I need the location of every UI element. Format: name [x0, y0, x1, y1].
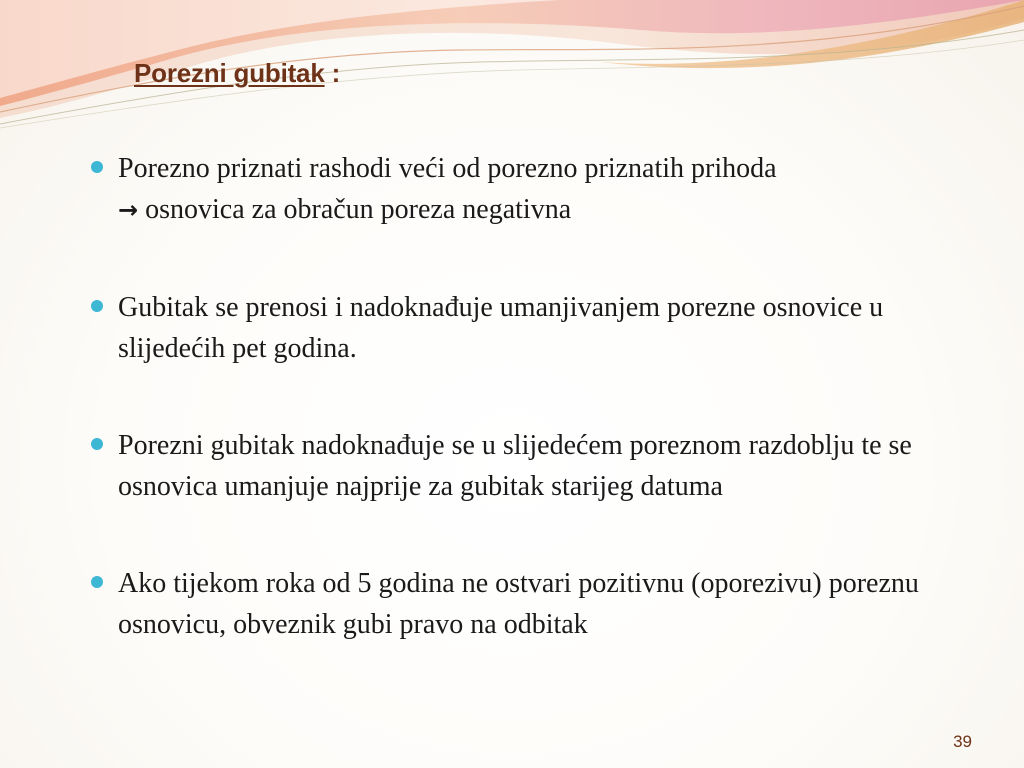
bullet-item — [88, 425, 988, 507]
bullet-text-line2: osnovica za obračun poreza negativna — [138, 194, 572, 225]
bullet-item — [88, 287, 988, 369]
bullet-dot-icon — [91, 300, 103, 312]
slide-title — [134, 58, 340, 89]
slide-title-colon: : — [324, 58, 341, 88]
bullet-dot-icon — [91, 161, 103, 173]
bullet-text: Ako tijekom roka od 5 godina ne ostvari pozitivnu (oporezivu) poreznu osnovicu, obveznik gubi pravo na odbitak — [118, 568, 919, 640]
bullet-dot-icon — [91, 576, 103, 588]
bullet-item — [88, 563, 988, 645]
bullet-text: Gubitak se prenosi i nadoknađuje umanjivanjem porezne osnovice u slijedećih pet godina. — [118, 292, 884, 364]
bullet-text-line1: Porezno priznati rashodi veći od porezno priznatih prihoda — [118, 153, 777, 184]
right-arrow-icon: → — [118, 196, 139, 224]
bullet-dot-icon — [91, 438, 103, 450]
page-number: 39 — [953, 732, 972, 751]
bullet-item — [88, 148, 988, 231]
bullet-list — [88, 148, 988, 645]
bullet-text: Porezni gubitak nadoknađuje se u slijedećem poreznom razdoblju te se osnovica umanjuje najprije za gubitak starijeg datuma — [118, 430, 912, 502]
slide-title-text: Porezni gubitak — [134, 58, 325, 88]
